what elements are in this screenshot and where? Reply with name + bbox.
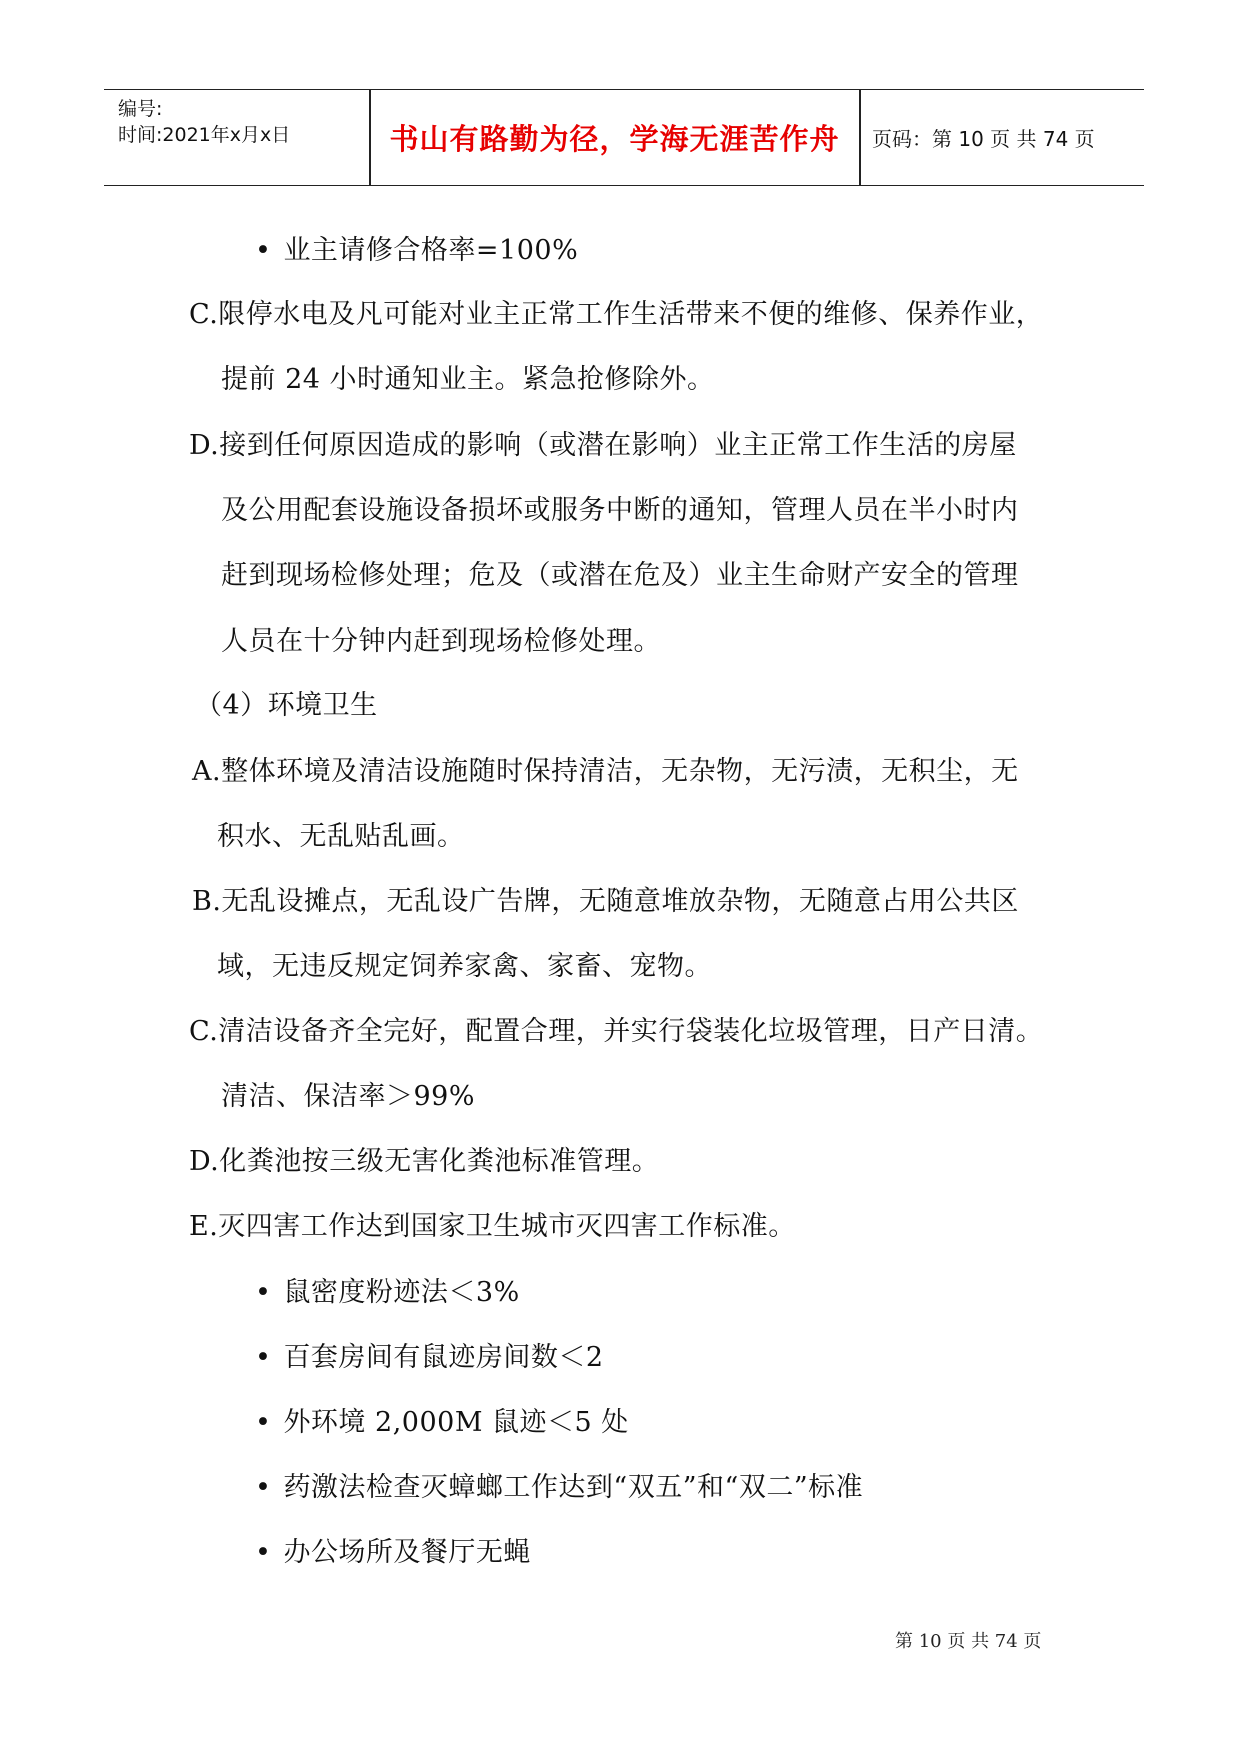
paragraph-line: A.整体环境及清洁设施随时保持清洁，无杂物，无污渍，无积尘，无: [192, 756, 1019, 787]
paragraph-line: 人员在十分钟内赶到现场检修处理。: [221, 626, 661, 657]
header-page-info: 页码：第 10 页 共 74 页: [872, 127, 1095, 151]
page-footer: 第 10 页 共 74 页: [895, 1631, 1042, 1652]
bullet-icon: •: [255, 1342, 272, 1373]
bullet-text: 百套房间有鼠迹房间数＜2: [283, 1342, 604, 1373]
paragraph-line: 及公用配套设施设备损坏或服务中断的通知，管理人员在半小时内: [221, 495, 1019, 526]
paragraph-line: C.清洁设备齐全完好，配置合理，并实行袋装化垃圾管理，日产日清。: [189, 1016, 1044, 1047]
header-time-label: 时间:2021年x月x日: [118, 124, 291, 146]
bullet-icon: •: [255, 1277, 272, 1308]
paragraph-line: 提前 24 小时通知业主。紧急抢修除外。: [221, 364, 715, 395]
bullet-icon: •: [255, 1472, 272, 1503]
bullet-icon: •: [255, 1537, 272, 1568]
paragraph-line: C.限停水电及凡可能对业主正常工作生活带来不便的维修、保养作业，: [189, 299, 1044, 330]
bullet-item: [255, 1270, 520, 1309]
paragraph-line: 清洁、保洁率＞99%: [221, 1081, 476, 1112]
header-divider: [859, 90, 861, 185]
bullet-item: [255, 1530, 531, 1569]
bullet-text: 外环境 2,000M 鼠迹＜5 处: [283, 1407, 629, 1438]
paragraph-line: D.化粪池按三级无害化粪池标准管理。: [189, 1146, 660, 1177]
bullet-text: 业主请修合格率=100%: [283, 235, 579, 266]
header-motto: 书山有路勤为径，学海无涯苦作舟: [389, 122, 840, 156]
paragraph-line: B.无乱设摊点，无乱设广告牌，无随意堆放杂物，无随意占用公共区: [192, 886, 1019, 917]
bullet-text: 办公场所及餐厅无蝇: [283, 1537, 531, 1568]
bullet-icon: •: [255, 235, 272, 266]
paragraph-line: 赶到现场检修处理；危及（或潜在危及）业主生命财产安全的管理: [221, 560, 1019, 591]
bullet-icon: •: [255, 1407, 272, 1438]
paragraph-line: 积水、无乱贴乱画。: [217, 821, 465, 852]
bullet-item: [255, 228, 578, 267]
paragraph-line: E.灭四害工作达到国家卫生城市灭四害工作标准。: [189, 1211, 796, 1242]
paragraph-line: 域，无违反规定饲养家禽、家畜、宠物。: [217, 951, 712, 982]
page-header: [104, 89, 1144, 186]
header-number-label: 编号:: [118, 98, 163, 120]
bullet-text: 鼠密度粉迹法＜3%: [283, 1277, 520, 1308]
bullet-item: [255, 1400, 629, 1439]
section-heading: （4）环境卫生: [195, 690, 378, 721]
header-meta: [118, 90, 368, 185]
bullet-text: 药激法检查灭蟑螂工作达到“双五”和“双二”标准: [283, 1472, 864, 1503]
bullet-item: [255, 1335, 604, 1374]
bullet-item: [255, 1465, 863, 1504]
paragraph-line: D.接到任何原因造成的影响（或潜在影响）业主正常工作生活的房屋: [189, 430, 1017, 461]
